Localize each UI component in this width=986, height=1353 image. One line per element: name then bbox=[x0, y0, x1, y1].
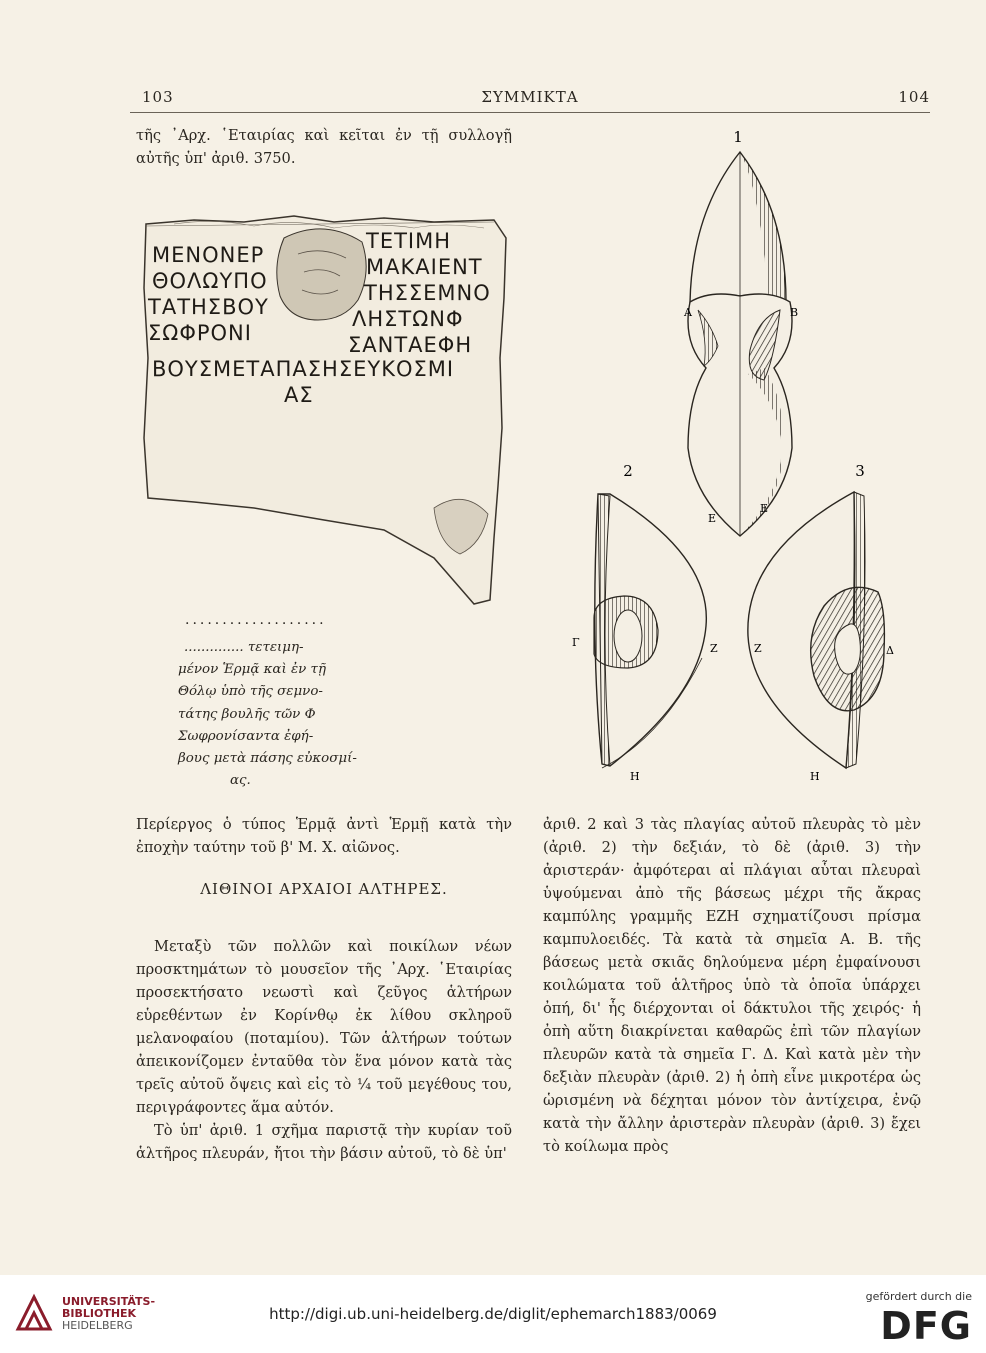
running-header bbox=[130, 88, 930, 110]
inscription-line: ΘΟΛΩΥΠΟ bbox=[152, 269, 268, 293]
transcription-line: Θόλῳ ὑπὸ τῆς σεμνο- bbox=[178, 684, 323, 700]
transcription-line: ας. bbox=[230, 773, 251, 789]
inscription-stone-image bbox=[134, 208, 514, 608]
library-line: HEIDELBERG bbox=[62, 1319, 133, 1332]
figure-label: Γ bbox=[572, 636, 580, 649]
library-line: BIBLIOTHEK bbox=[62, 1307, 137, 1320]
figure-label: Β bbox=[790, 306, 799, 319]
header-rule bbox=[130, 112, 930, 113]
document-url-link[interactable]: http://digi.ub.uni-heidelberg.de/diglit/ephemarch1883/0069 bbox=[269, 1305, 717, 1323]
inscription-line: ΒΟΥΣΜΕΤΑΠΑΣΗΣΕΥΚΟΣΜΙ bbox=[152, 357, 455, 381]
figure-label: Η bbox=[630, 770, 640, 783]
figure-label: Ε bbox=[760, 502, 769, 515]
inscription-line: ΤΕΤΙΜΗ bbox=[366, 229, 452, 253]
paragraph: Μεταξὺ τῶν πολλῶν καὶ ποικίλων νέων προσκτημάτων τὸ μουσεῖον τῆς ᾿Αρχ. ῾Εταιρίας προσεκτήσατο νεωστὶ καὶ ζεῦγος ἁλτήρων εὑρεθέντων ἐν Κορίνθῳ ἐκ λίθου σκληροῦ μελανοφαίου (ποταμίου). Τῶν ἁλτήρων τούτων ἀπεικονίζομεν ἐνταῦθα τὸν ἕνα μόνον κατὰ τὰς τρεῖς αὐτοῦ ὄψεις καὶ εἰς τὸ ¼ τοῦ μεγέθους του, περιγράφοντες ἅμα αὐτόν. bbox=[136, 938, 512, 1116]
figure-number: 3 bbox=[855, 462, 865, 480]
transcription-line: τάτης βουλῆς τῶν Φ bbox=[178, 706, 316, 722]
inscription-line: ΣΩΦΡΟΝΙ bbox=[148, 321, 252, 345]
lacuna-dots: ................... bbox=[185, 612, 327, 628]
section-title: ΛΙΘΙΝΟΙ ΑΡΧΑΙΟΙ ΑΛΤΗΡΕΣ. bbox=[200, 880, 448, 898]
transcription-line: .............. τετειμη- bbox=[184, 640, 304, 655]
inscription-transcription bbox=[178, 637, 434, 792]
right-body-text: ἀριθ. 2 καὶ 3 τὰς πλαγίας αὐτοῦ πλευρὰς τὸ μὲν (ἀριθ. 2) τὴν δεξιάν, τὸ δὲ (ἀριθ. 3) τὴν ἀριστεράν· ἀμφότεραι αἱ πλάγιαι αὗται πλευραὶ ὑψούμεναι ἀπὸ τῆς βάσεως μέχρι τῆς ἄκρας καμπύλης γραμμῆς ΕΖΗ σχηματίζουσι πρίσμα καμπυλοειδές. Τὰ κατὰ τὰ σημεῖα Α. Β. τῆς βάσεως μετὰ σκιᾶς δηλούμενα μέρη ἐμφαίνουσι κοιλώματα τοῦ ἁλτῆρος ὑπὸ τὰ ὁποῖα ὑπάρχει ὀπή, δι' ἧς διέρχονται οἱ δάκτυλοι τῆς χειρός· ἡ ὀπὴ αὕτη διακρίνεται καθαρῶς ἐπὶ τῶν πλαγίων πλευρῶν κατὰ τὰ σημεῖα Γ. Δ. Καὶ κατὰ μὲν τὴν δεξιὰν πλευρὰν (ἀριθ. 2) ἡ ὀπὴ εἶνε μικροτέρα ὡς ὡρισμένη νὰ δέχηται μόνον τὸν ἀντίχειρα, ἐνῷ κατὰ τὴν ἄλλην ἀριστερὰν πλευρὰν (ἀριθ. 3) ἔχει τὸ κοίλωμα πρὸς bbox=[543, 816, 921, 1155]
paragraph: Τὸ ὑπ' ἀριθ. 1 σχῆμα παριστᾷ τὴν κυρίαν τοῦ ἁλτῆρος πλευράν, ἤτοι τὴν βάσιν αὐτοῦ, τὸ δὲ ὑπ' bbox=[136, 1122, 512, 1162]
figure-label: Α bbox=[684, 306, 692, 319]
inscription-line: ΑΣ bbox=[284, 383, 314, 407]
library-line: UNIVERSITÄTS- bbox=[62, 1295, 156, 1308]
left-body-text bbox=[136, 935, 512, 1165]
figure-3-left-side-view bbox=[748, 492, 885, 768]
figure-number: 1 bbox=[733, 128, 743, 146]
page-number-right: 104 bbox=[898, 88, 930, 106]
halter-figures bbox=[548, 124, 938, 794]
figure-number: 2 bbox=[623, 462, 633, 480]
figure-1-base-view bbox=[688, 152, 792, 536]
transcription-line: βους μετὰ πάσης εὐκοσμί- bbox=[178, 751, 357, 767]
inscription-line: ΛΗΣΤΩΝΦ bbox=[352, 307, 464, 331]
inscription-line: ΣΑΝΤΑΕΦΗ bbox=[348, 333, 473, 357]
figure-label: Δ bbox=[886, 644, 894, 657]
figure-label: Ε bbox=[708, 512, 717, 525]
funding-label: gefördert durch die bbox=[865, 1290, 972, 1303]
figure-label: Ζ bbox=[754, 642, 762, 655]
figure-label: Η bbox=[810, 770, 820, 783]
figure-2-right-side-view bbox=[594, 494, 706, 768]
dfg-logo[interactable]: DFG bbox=[880, 1304, 972, 1348]
figure-label: Ζ bbox=[710, 642, 718, 655]
transcription-line: Σωφρονίσαντα ἐφή- bbox=[178, 728, 314, 744]
inscription-line: ΤΑΤΗΣΒΟΥ bbox=[148, 295, 269, 319]
inscription-line: ΜΑΚΑΙΕΝΤ bbox=[366, 255, 483, 279]
transcription-line: μένον Ἑρμᾷ καὶ ἐν τῇ bbox=[178, 662, 326, 678]
page-number-left: 103 bbox=[142, 88, 174, 106]
inscription-line: ΤΗΣΣΕΜΝΟ bbox=[364, 281, 491, 305]
left-top-text: τῆς ᾿Αρχ. ῾Εταιρίας καὶ κεῖται ἐν τῇ συλλογῇ αὐτῆς ὑπ' ἀριθ. 3750. bbox=[136, 127, 512, 167]
running-title: ΣΥΜΜΙΚΤΑ bbox=[481, 88, 579, 106]
inscription-line: ΜΕΝΟΝΕΡ bbox=[152, 243, 265, 267]
left-note: Περίεργος ὁ τύπος Ἑρμᾷ ἀντὶ Ἑρμῇ κατὰ τὴν ἐποχὴν ταύτην τοῦ β' Μ. Χ. αἰῶνος. bbox=[136, 816, 512, 856]
